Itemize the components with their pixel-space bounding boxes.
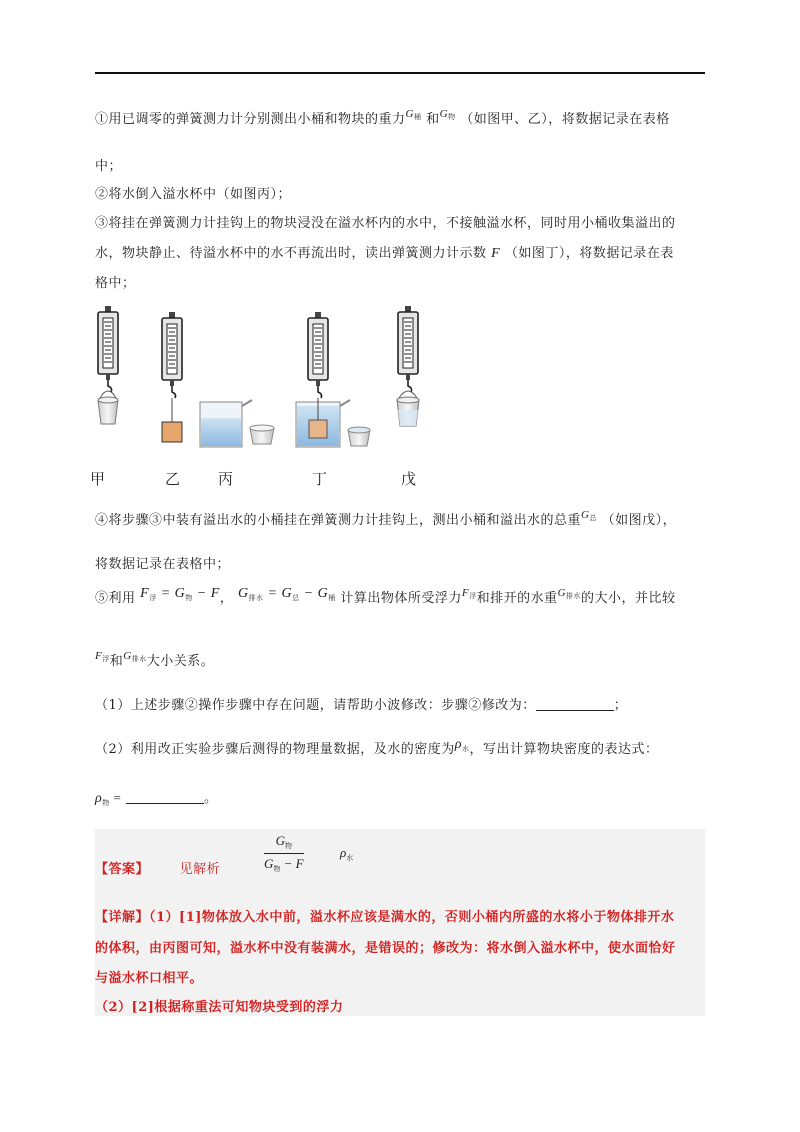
figure-label-wu: 戊	[401, 470, 417, 488]
explanation-line-1: 【详解】（1）[1]物体放入水中前，溢水杯应该是满水的，否则小桶内所盛的水将小于物体排开水	[95, 910, 675, 925]
question-1: （1）上述步骤②操作步骤中存在问题，请帮助小波修改：步骤②修改为： ；	[95, 698, 628, 713]
experiment-figure	[92, 298, 452, 488]
figure-label-bing: 丙	[218, 470, 234, 488]
symbol-g: G	[439, 108, 449, 120]
step-5-line-2: $^{F浮}$和$^{G排水}$大小关系。	[95, 650, 215, 669]
figure-label-yi: 乙	[165, 470, 181, 488]
question-2: （2）利用改正实验步骤后测得的物理量数据，及水的密度为$\rho^水$，写出计算物块密度的表达式：	[95, 737, 659, 757]
explanation-line-2: 的体积，由丙图可知，溢水杯中没有装满水，是错误的；修改为：将水倒入溢水杯中，使水面恰好	[95, 941, 676, 956]
answer-label: 【答案】	[95, 862, 150, 877]
step-3-line-1: ③将挂在弹簧测力计挂钩上的物块浸没在溢水杯内的水中，不接触溢水杯，同时用小桶收集溢出的	[95, 216, 676, 231]
step-2: ②将水倒入溢水杯中（如图丙）；	[95, 187, 292, 202]
answer-blank-2	[126, 791, 204, 804]
figure-label-jia: 甲	[90, 470, 106, 488]
spring-scale-icon	[162, 312, 182, 398]
spring-scale-icon	[308, 312, 328, 398]
answer-rho-water: $\rho_水$	[340, 845, 354, 862]
spring-scale-icon	[98, 306, 118, 392]
step-3-line-3: 格中；	[95, 276, 136, 291]
explanation-line-3: 与溢水杯口相平。	[95, 971, 204, 986]
answer-text: 见解析	[179, 862, 221, 877]
answer-blank-1	[536, 698, 614, 711]
figure-label-ding: 丁	[312, 470, 328, 488]
question-2-expression: $\rho_物$ = 。	[95, 790, 218, 807]
header-rule	[95, 72, 705, 74]
symbol-g: G	[405, 108, 414, 120]
step-5-line-1: ⑤利用 $F_浮 = G_物 - F$， $G_{排水} = G_总 - G_桶$ 计算出物体所受浮力$^{F浮}$和排开的水重$^{G排水}$的大小，并比较	[95, 586, 676, 606]
step-4-line-1: ④将步骤③中装有溢出水的小桶挂在弹簧测力计挂钩上，测出小桶和溢出水的总重$^{G总}$ （如图戊），	[95, 509, 677, 528]
symbol-f: F	[491, 246, 501, 261]
answer-line	[95, 858, 220, 877]
step-4-line-2: 将数据记录在表格中；	[95, 557, 231, 572]
step-3-line-2: 水，物块静止、待溢水杯中的水不再流出时，读出弹簧测力计示数 F （如图丁），将数据记录在表	[95, 246, 674, 261]
step-1-line-1: ①用已调零的弹簧测力计分别测出小桶和物块的重力$^{G桶}$ 和$^{G物}$ （如图甲、乙），将数据记录在表格	[95, 108, 670, 127]
step-1-line-2: 中；	[95, 159, 123, 174]
formula-buoyancy: $F_浮 = G_物 - F$	[140, 586, 220, 602]
spring-scale-icon	[398, 306, 418, 392]
explanation-line-4: （2）[2]根据称重法可知物块受到的浮力	[95, 1000, 344, 1015]
answer-density-formula: $G_物$ $G_物 - F$	[264, 833, 304, 873]
symbol-g: G	[581, 509, 590, 521]
formula-displaced-water: $G_{排水} = G_总 - G_桶$	[237, 586, 336, 602]
